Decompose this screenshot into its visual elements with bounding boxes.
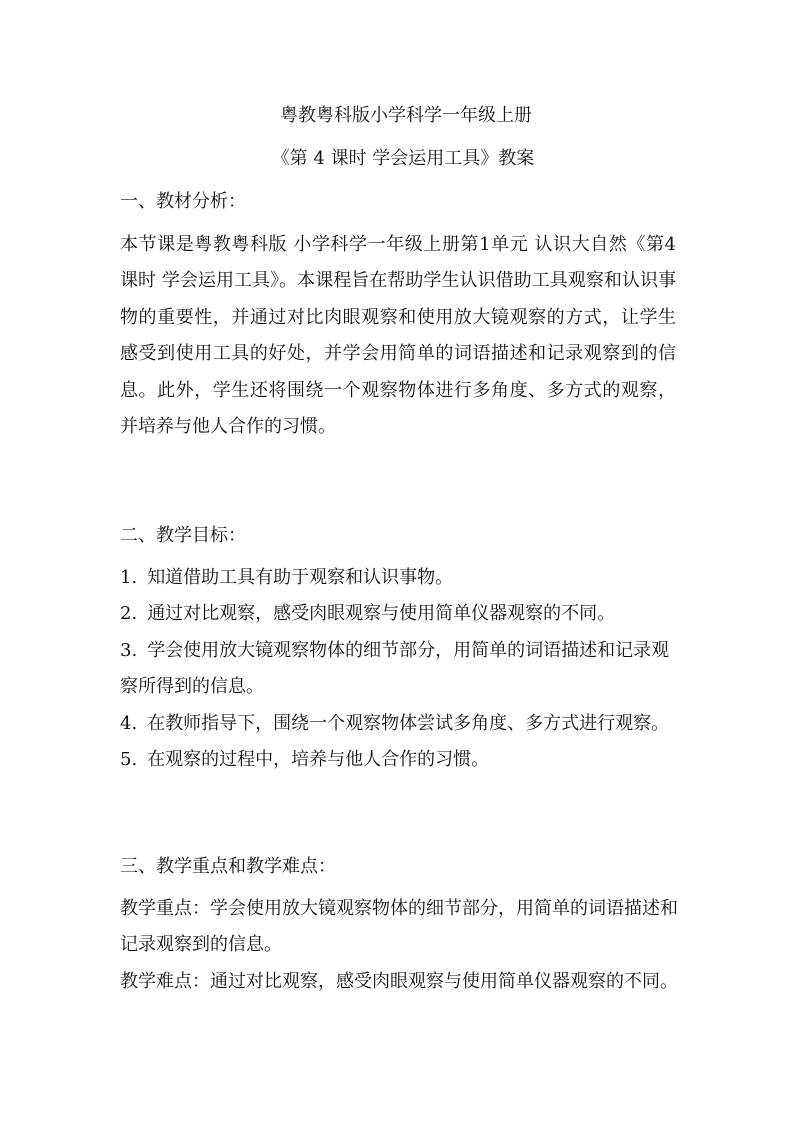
objectives-list [120, 560, 680, 778]
section-heading-objectives: 二、教学目标： [120, 525, 246, 546]
list-item: 4. 在教师指导下，围绕一个观察物体尝试多角度、多方式进行观察。 [120, 712, 670, 734]
section-heading-key-points: 三、教学重点和教学难点： [120, 856, 336, 877]
list-item: 5. 在观察的过程中，培养与他人合作的习惯。 [120, 749, 490, 771]
analysis-paragraph: 本节课是粤教粤科版 小学科学一年级上册第1单元 认识大自然《第4课时 学会运用工具》。本课程旨在帮助学生认识借助工具观察和认识事物的重要性，并通过对比肉眼观察和使用放大镜观察的方式，让学生感受到使用工具的好处，并学会用简单的词语描述和记录观察到的信息。此外，学生还将围绕一个观察物体进行多角度、多方式的观察，并培养与他人合作的习惯。 [120, 234, 676, 438]
document-title: 粤教粤科版小学科学一年级上册 [280, 105, 532, 126]
difficult-point-paragraph: 教学难点：通过对比观察，感受肉眼观察与使用简单仪器观察的不同。 [120, 971, 678, 992]
list-item: 2. 通过对比观察，感受肉眼观察与使用简单仪器观察的不同。 [120, 603, 616, 625]
key-point-paragraph: 教学重点：学会使用放大镜观察物体的细节部分，用简单的词语描述和记录观察到的信息。 [120, 898, 678, 956]
list-item: 1. 知道借助工具有助于观察和认识事物。 [120, 567, 454, 588]
list-item: 3. 学会使用放大镜观察物体的细节部分，用简单的词语描述和记录观察所得到的信息。 [120, 639, 670, 698]
section-heading-analysis: 一、教材分析： [120, 191, 246, 212]
document-subtitle: 《第 4 课时 学会运用工具》教案 [271, 148, 535, 169]
